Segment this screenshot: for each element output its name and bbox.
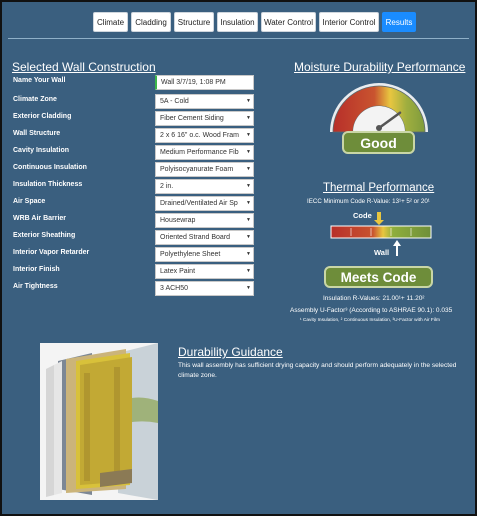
wall-select[interactable]: [155, 128, 254, 143]
row-label: WRB Air Barrier: [13, 215, 67, 222]
chevron-down-icon: ▼: [246, 285, 251, 291]
chevron-down-icon: ▼: [246, 268, 251, 274]
code-requirement-text: IECC Minimum Code R-Value: 13¹+ 5² or 20¹: [307, 198, 430, 205]
tab-bar: [2, 12, 475, 32]
field-value: Fiber Cement Siding: [160, 115, 224, 122]
field-value: Polyethylene Sheet: [160, 251, 221, 258]
chevron-down-icon: ▼: [246, 149, 251, 155]
row-label: Interior Finish: [13, 266, 60, 273]
row-label: Wall Structure: [13, 130, 61, 137]
tab-results[interactable]: Results: [382, 12, 416, 32]
chevron-down-icon: ▼: [246, 200, 251, 206]
field-value: Latex Paint: [160, 268, 196, 275]
chevron-down-icon: ▼: [246, 217, 251, 223]
wall-select[interactable]: [155, 145, 254, 160]
guidance-text: This wall assembly has sufficient drying capacity and should perform adequately in the selected climate zone.: [178, 362, 457, 379]
r-values-text: Insulation R-Values: 21.00¹+ 11.20²: [323, 295, 425, 302]
wall-select[interactable]: [155, 264, 254, 279]
wall-select[interactable]: [155, 281, 254, 296]
row-label: Continuous Insulation: [13, 164, 87, 171]
field-value: 3 ACH50: [160, 285, 189, 292]
tab-interior-control[interactable]: Interior Control: [319, 12, 379, 32]
chevron-down-icon: ▼: [246, 115, 251, 121]
row-label: Exterior Sheathing: [13, 232, 76, 239]
row-label: Air Tightness: [13, 283, 58, 290]
chevron-down-icon: ▼: [246, 234, 251, 240]
wall-select[interactable]: [155, 94, 254, 109]
row-label: Cavity Insulation: [13, 147, 70, 154]
row-label: Interior Vapor Retarder: [13, 249, 90, 256]
tab-structure[interactable]: Structure: [174, 12, 214, 32]
wall-marker-label: Wall: [374, 248, 390, 257]
chevron-down-icon: ▼: [246, 132, 251, 138]
field-value: 5A - Cold: [160, 98, 189, 105]
field-value: 2 in.: [160, 183, 174, 190]
tab-insulation[interactable]: Insulation: [217, 12, 258, 32]
chevron-down-icon: ▼: [246, 183, 251, 189]
wall-select[interactable]: [155, 179, 254, 194]
row-label: Name Your Wall: [13, 77, 66, 84]
moisture-gauge: [328, 74, 430, 134]
row-label: Insulation Thickness: [13, 181, 83, 188]
wall-select[interactable]: [155, 162, 254, 177]
field-value: 2 x 6 16" o.c. Wood Fram: [160, 132, 239, 139]
field-value: Wall 3/7/19, 1:08 PM: [161, 79, 226, 86]
wall-select[interactable]: [155, 247, 254, 262]
thermal-section-title: Thermal Performance: [323, 182, 435, 194]
wall-name-input[interactable]: [155, 75, 254, 90]
tab-water-control[interactable]: Water Control: [261, 12, 316, 32]
code-marker-label: Code: [353, 211, 372, 220]
u-factor-text: Assembly U-Factor³ (According to ASHRAE 90.1): 0.035: [290, 307, 453, 314]
row-label: Climate Zone: [13, 96, 57, 103]
chevron-down-icon: ▼: [246, 166, 251, 172]
chevron-down-icon: ▼: [246, 98, 251, 104]
tab-climate[interactable]: Climate: [93, 12, 128, 32]
field-value: Medium Performance Fib: [160, 149, 239, 156]
field-value: Oriented Strand Board: [160, 234, 231, 241]
field-value: Housewrap: [160, 217, 196, 224]
wall-select[interactable]: [155, 196, 254, 211]
wall-section-title: Selected Wall Construction: [12, 60, 156, 74]
tab-cladding[interactable]: Cladding: [131, 12, 171, 32]
moisture-rating-badge: Good: [342, 131, 415, 154]
row-label: Air Space: [13, 198, 46, 205]
wall-select[interactable]: [155, 213, 254, 228]
thermal-footnote: ¹ Cavity Insulation, ² Continuous Insulation, ³U-Factor with Air Film: [300, 318, 440, 323]
wall-select[interactable]: [155, 230, 254, 245]
code-result-badge: Meets Code: [324, 266, 433, 288]
field-value: Drained/Ventilated Air Sp: [160, 200, 238, 207]
moisture-section-title: Moisture Durability Performance: [294, 60, 466, 74]
wall-assembly-image: [40, 343, 158, 500]
wall-select[interactable]: [155, 111, 254, 126]
guidance-title: Durability Guidance: [178, 345, 283, 359]
row-label: Exterior Cladding: [13, 113, 72, 120]
chevron-down-icon: ▼: [246, 251, 251, 257]
field-value: Polyisocyanurate Foam: [160, 166, 234, 173]
header-divider: [8, 38, 469, 39]
